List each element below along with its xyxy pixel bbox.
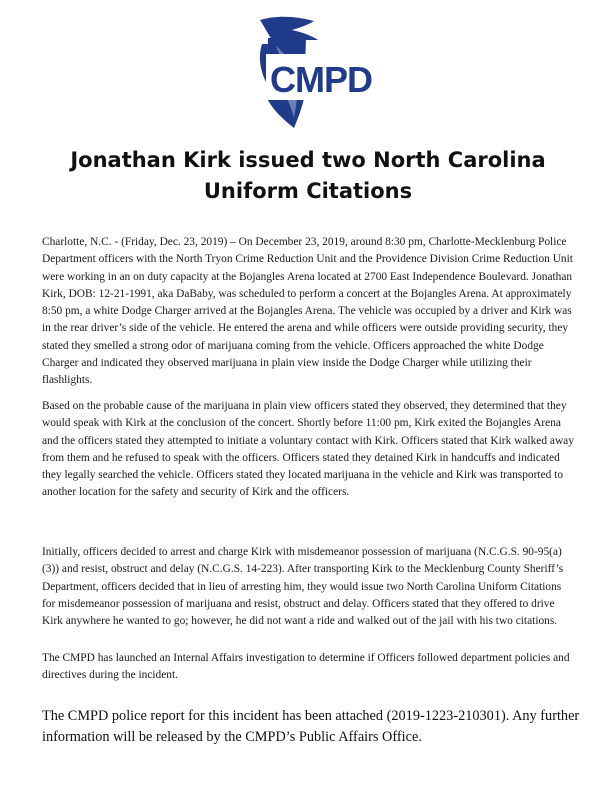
closing-statement: The CMPD police report for this incident has been attached (2019-1223-210301). Any further information will be released by the CMPD’s Public Affairs Office.: [42, 708, 580, 745]
page-title: Jonathan Kirk issued two North Carolina Uniform Citations: [70, 148, 546, 203]
cmpd-logo: [232, 14, 392, 132]
paragraph-2: Based on the probable cause of the marijuana in plain view officers stated they observed, they determined that they would speak with Kirk at the conclusion of the concert. Shortly before 11:00 pm, Kirk exited the Bojangles Arena and the officers stated they attempted to initiate a voluntary contact with Kirk. Officers stated that Kirk walked away from them and he refused to speak with the officers. Officers stated they detained Kirk in handcuffs and indicated they legally searched the vehicle. Officers stated they located marijuana in the vehicle and Kirk was transported to another location for the safety and security of Kirk and the officers.: [42, 400, 574, 499]
cmpd-shield-icon: [232, 14, 392, 132]
logo-text: CMPD: [270, 59, 372, 100]
paragraph-4: The CMPD has launched an Internal Affairs investigation to determine if Officers followed department policies and directives during the incident.: [42, 652, 570, 682]
paragraph-1: Charlotte, N.C. - (Friday, Dec. 23, 2019) – On December 23, 2019, around 8:30 pm, Charlotte-Mecklenburg Police Department officers with the North Tryon Crime Reduction Unit and the Providence Division Crime Reduction Unit were working in an on duty capacity at the Bojangles Arena located at 2700 East Independence Boulevard. Jonathan Kirk, DOB: 12-21-1991, aka DaBaby, was scheduled to perform a concert at the Bojangles Arena. At approximately 8:50 pm, a white Dodge Charger arrived at the Bojangles Arena. The vehicle was occupied by a driver and Kirk was in the rear driver’s side of the vehicle. He entered the arena and while officers were outside providing security, they stated they smelled a strong odor of marijuana coming from the vehicle. Officers approached the white Dodge Charger and indicated they observed marijuana in plain view inside the Dodge Charger while utilizing their flashlights.: [42, 236, 573, 387]
paragraph-3: Initially, officers decided to arrest and charge Kirk with misdemeanor possession of marijuana (N.C.G.S. 90-95(a)(3)) and resist, obstruct and delay (N.C.G.S. 14-223). After transporting Kirk to the Mecklenburg County Sheriff’s Department, officers decided that in lieu of arresting him, they would issue two North Carolina Uniform Citations for misdemeanor possession of marijuana and resist, obstruct and delay. Officers stated that they offered to drive Kirk anywhere he wanted to go; however, he did not want a ride and walked out of the jail with his two citations.: [42, 546, 564, 628]
